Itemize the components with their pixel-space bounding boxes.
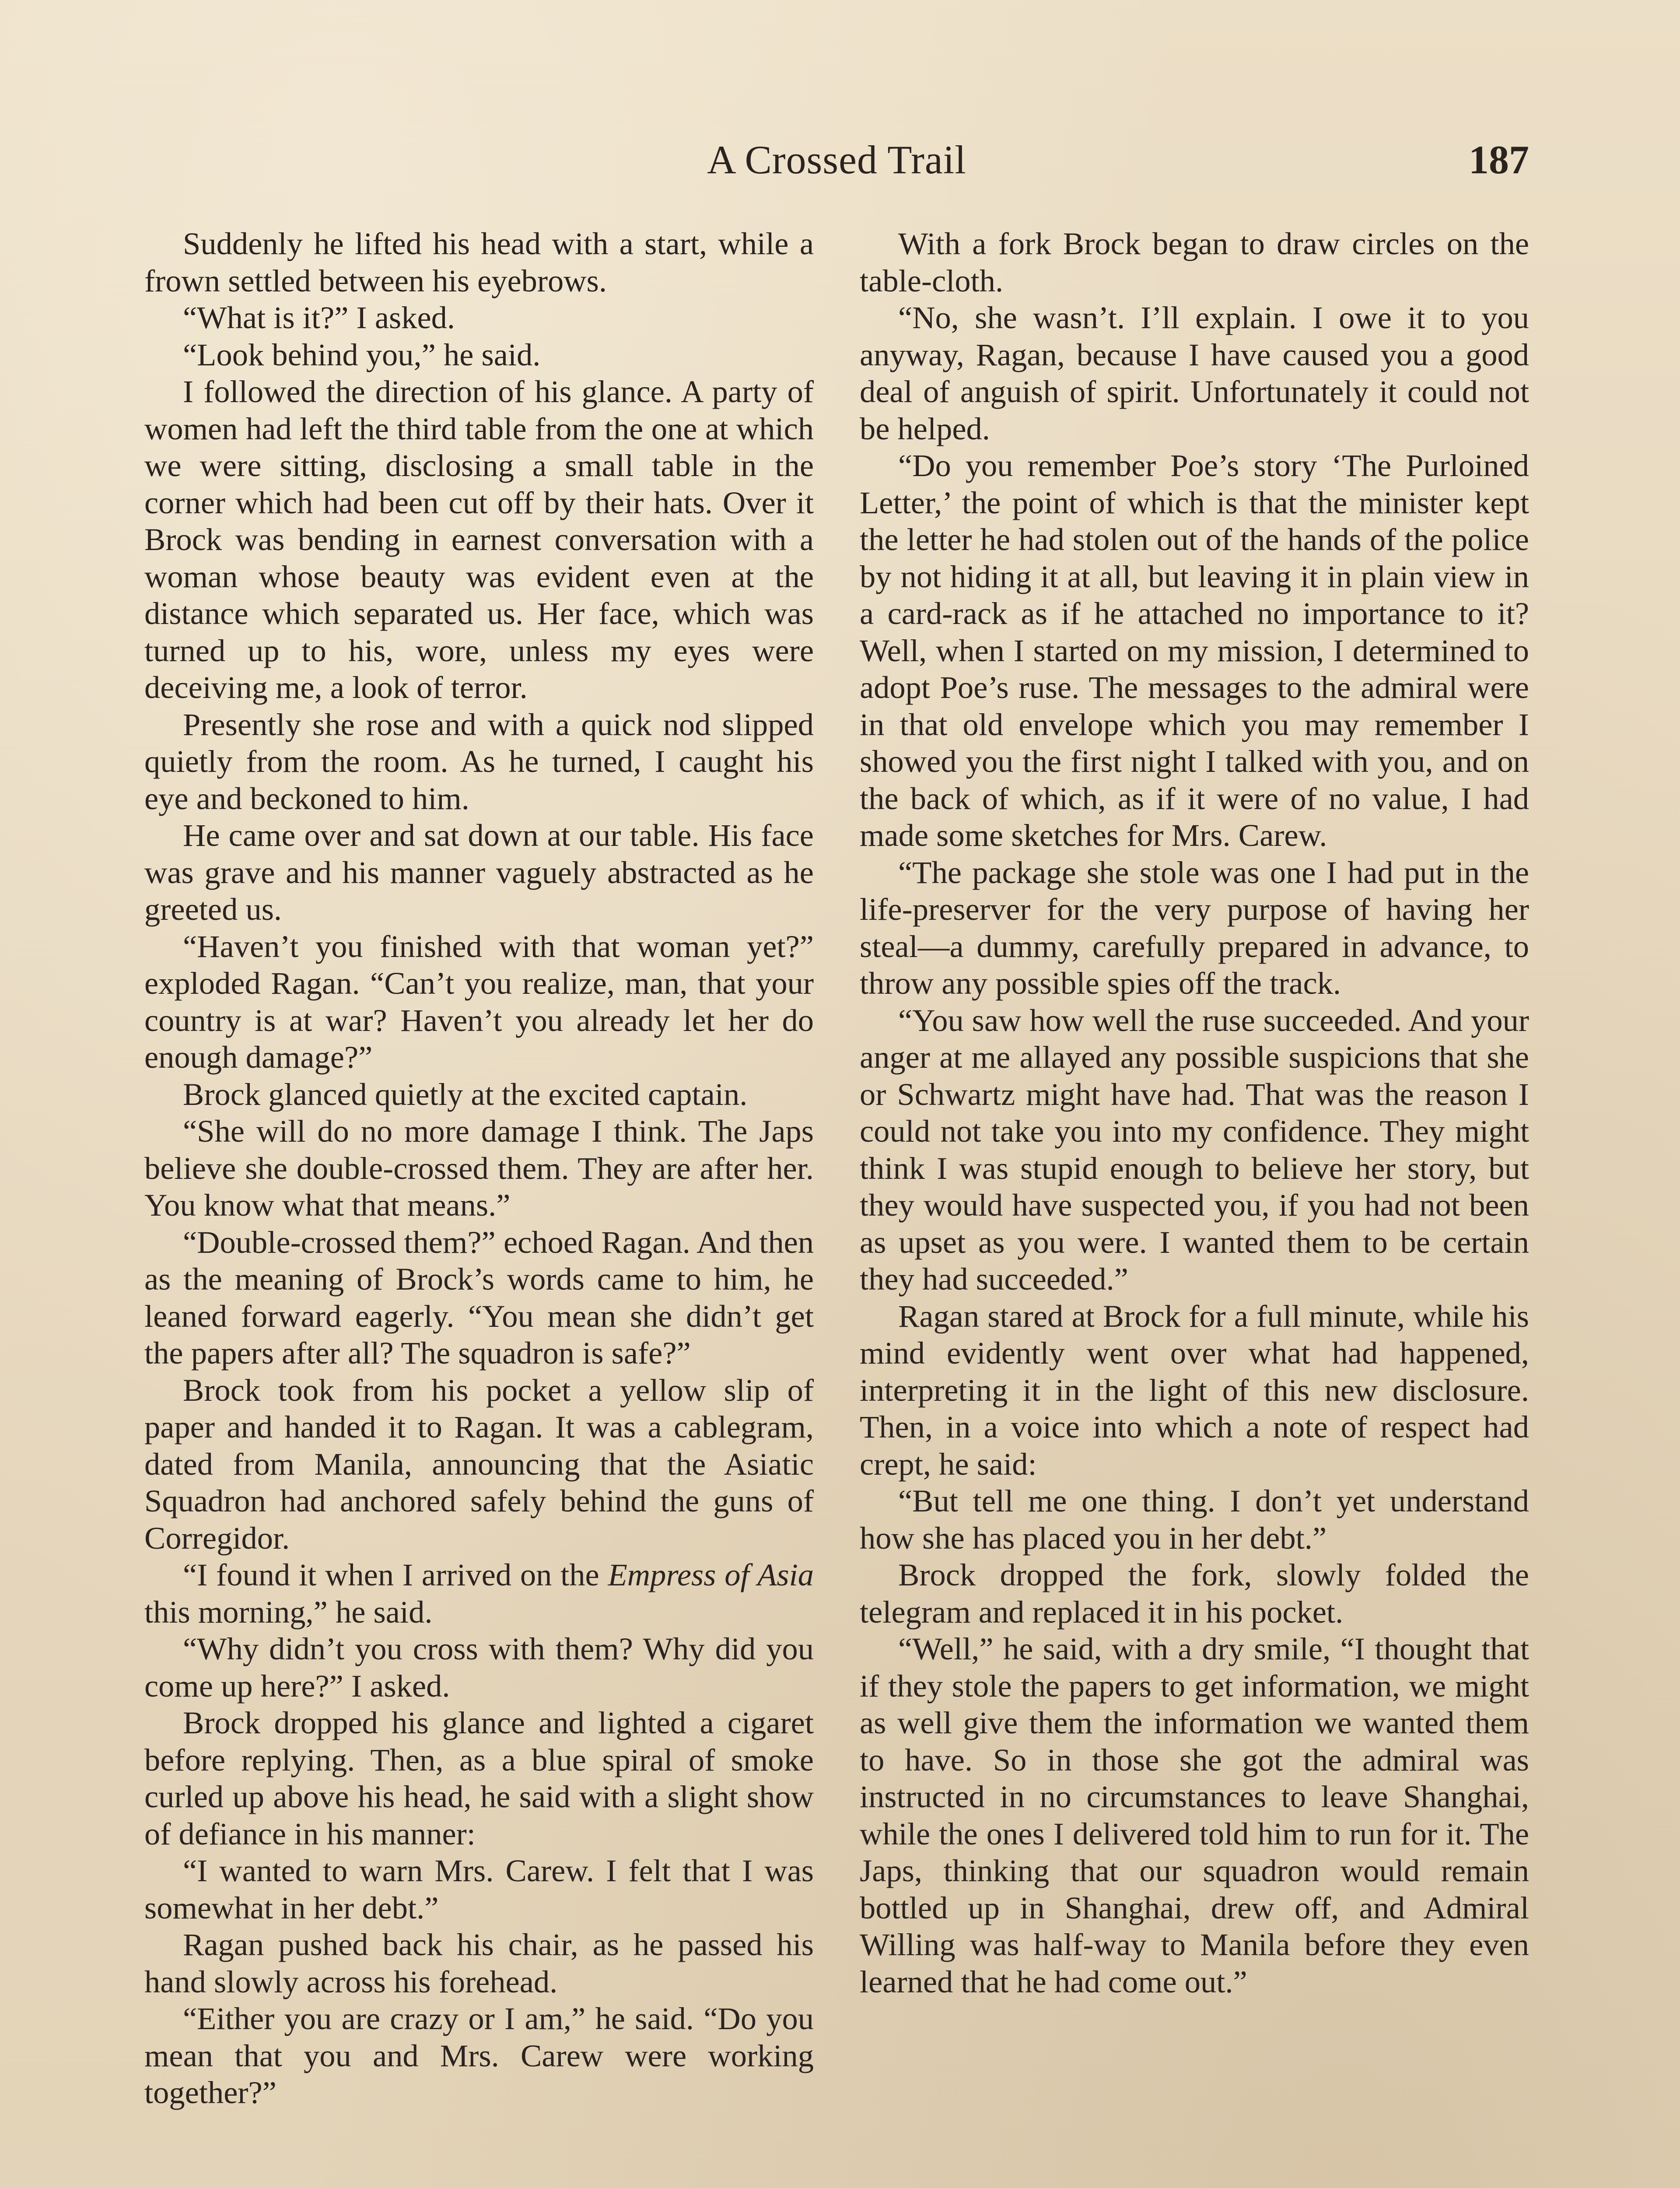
paragraph: Suddenly he lifted his head with a start, while a frown settled between his eyebrows. <box>144 226 814 298</box>
paragraph: Brock dropped his glance and lighted a cigaret before replying. Then, as a blue spiral of smoke curled up above his head, he said with a slight show of defiance in his manner: <box>144 1705 814 1851</box>
paragraph: “Why didn’t you cross with them? Why did you come up here?” I asked. <box>144 1631 814 1704</box>
paragraph: Ragan stared at Brock for a full minute, while his mind evidently went over what had happened, interpreting it in the light of this new disclosure. Then, in a voice into which a note of respect had crept, he said: <box>860 1298 1529 1482</box>
paragraph: “The package she stole was one I had put in the life-preserver for the very purpose of having her steal—a dummy, carefully prepared in advance, to throw any possible spies off the track. <box>860 854 1529 1001</box>
paragraph: “She will do no more damage I think. The Japs believe she double-crossed them. They are after her. You know what that means.” <box>144 1113 814 1223</box>
paragraph: Presently she rose and with a quick nod slipped quietly from the room. As he turned, I caught his eye and beckoned to him. <box>144 706 814 816</box>
paragraph: “What is it?” I asked. <box>183 300 455 335</box>
ship-name: Empress of Asia <box>608 1557 814 1592</box>
paragraph: “Well,” he said, with a dry smile, “I thought that if they stole the papers to get information, we might as well give them the information we wanted them to have. So in those she got the admiral was instructed in no circumstances to leave Shanghai, while the ones I delivered told him to run for it. The Japs, thinking that our squadron would remain bottled up in Shanghai, drew off, and Admiral Willing was half-way to Manila before they even learned that he had come out.” <box>860 1631 1529 1999</box>
paragraph: Brock dropped the fork, slowly folded the telegram and replaced it in his pocket. <box>860 1557 1529 1630</box>
running-title: A Crossed Trail <box>707 137 966 182</box>
paragraph: “But tell me one thing. I don’t yet understand how she has placed you in her debt.” <box>860 1483 1529 1556</box>
paragraph: Brock took from his pocket a yellow slip of paper and handed it to Ragan. It was a cablegram, dated from Manila, announcing that the Asiatic Squadron had anchored safely behind the guns of Corregidor. <box>144 1372 814 1556</box>
paragraph: “Double-crossed them?” echoed Ragan. And then as the meaning of Brock’s words came to him, he leaned forward eagerly. “You mean she didn’t get the papers after all? The squadron is safe?” <box>144 1224 814 1371</box>
paragraph: I followed the direction of his glance. A party of women had left the third table from the one at which we were sitting, disclosing a small table in the corner which had been cut off by their hats. Over it Brock was bending in earnest conversation with a woman whose beauty was evident even at the distance which separated us. Her face, which was turned up to his, wore, unless my eyes were deceiving me, a look of terror. <box>144 374 814 705</box>
paragraph: “Look behind you,” he said. <box>183 337 541 372</box>
paragraph: “You saw how well the ruse succeeded. And your anger at me allayed any possible suspicions that she or Schwartz might have had. That was the reason I could not take you into my confidence. They might think I was stupid enough to believe her story, but they would have suspected you, if you had not been as upset as you were. I wanted them to be certain they had succeeded.” <box>860 1002 1529 1297</box>
paragraph: “No, she wasn’t. I’ll explain. I owe it to you anyway, Ragan, because I have caused you a good deal of anguish of spirit. Unfortunately it could not be helped. <box>860 300 1529 446</box>
page-number: 187 <box>1469 137 1529 182</box>
text-run: this morning,” he said. <box>144 1594 433 1630</box>
left-column <box>144 225 814 2111</box>
paragraph-with-ship-name <box>144 1557 814 1630</box>
right-column <box>860 225 1529 2000</box>
paragraph: Brock glanced quietly at the excited captain. <box>183 1076 748 1112</box>
paragraph: “I wanted to warn Mrs. Carew. I felt that I was somewhat in her debt.” <box>144 1853 814 1925</box>
paragraph: Ragan pushed back his chair, as he passed his hand slowly across his forehead. <box>144 1927 814 1999</box>
paragraph: “Do you remember Poe’s story ‘The Purloined Letter,’ the point of which is that the minister kept the letter he had stolen out of the hands of the police by not hiding it at all, but leaving it in plain view in a card-rack as if he attached no importance to it? Well, when I started on my mission, I determined to adopt Poe’s ruse. The messages to the admiral were in that old envelope which you may remember I showed you the first night I talked with you, and on the back of which, as if it were of no value, I had made some sketches for Mrs. Carew. <box>860 448 1529 853</box>
text-run: “I found it when I arrived on the <box>183 1557 608 1592</box>
page-header <box>144 131 1529 188</box>
paragraph: With a fork Brock began to draw circles on the table-cloth. <box>860 226 1529 298</box>
paragraph: “Haven’t you finished with that woman yet?” exploded Ragan. “Can’t you realize, man, that your country is at war? Haven’t you already let her do enough damage?” <box>144 928 814 1075</box>
paragraph: “Either you are crazy or I am,” he said. “Do you mean that you and Mrs. Carew were working together?” <box>144 2001 814 2110</box>
paragraph: He came over and sat down at our table. His face was grave and his manner vaguely abstracted as he greeted us. <box>144 817 814 927</box>
